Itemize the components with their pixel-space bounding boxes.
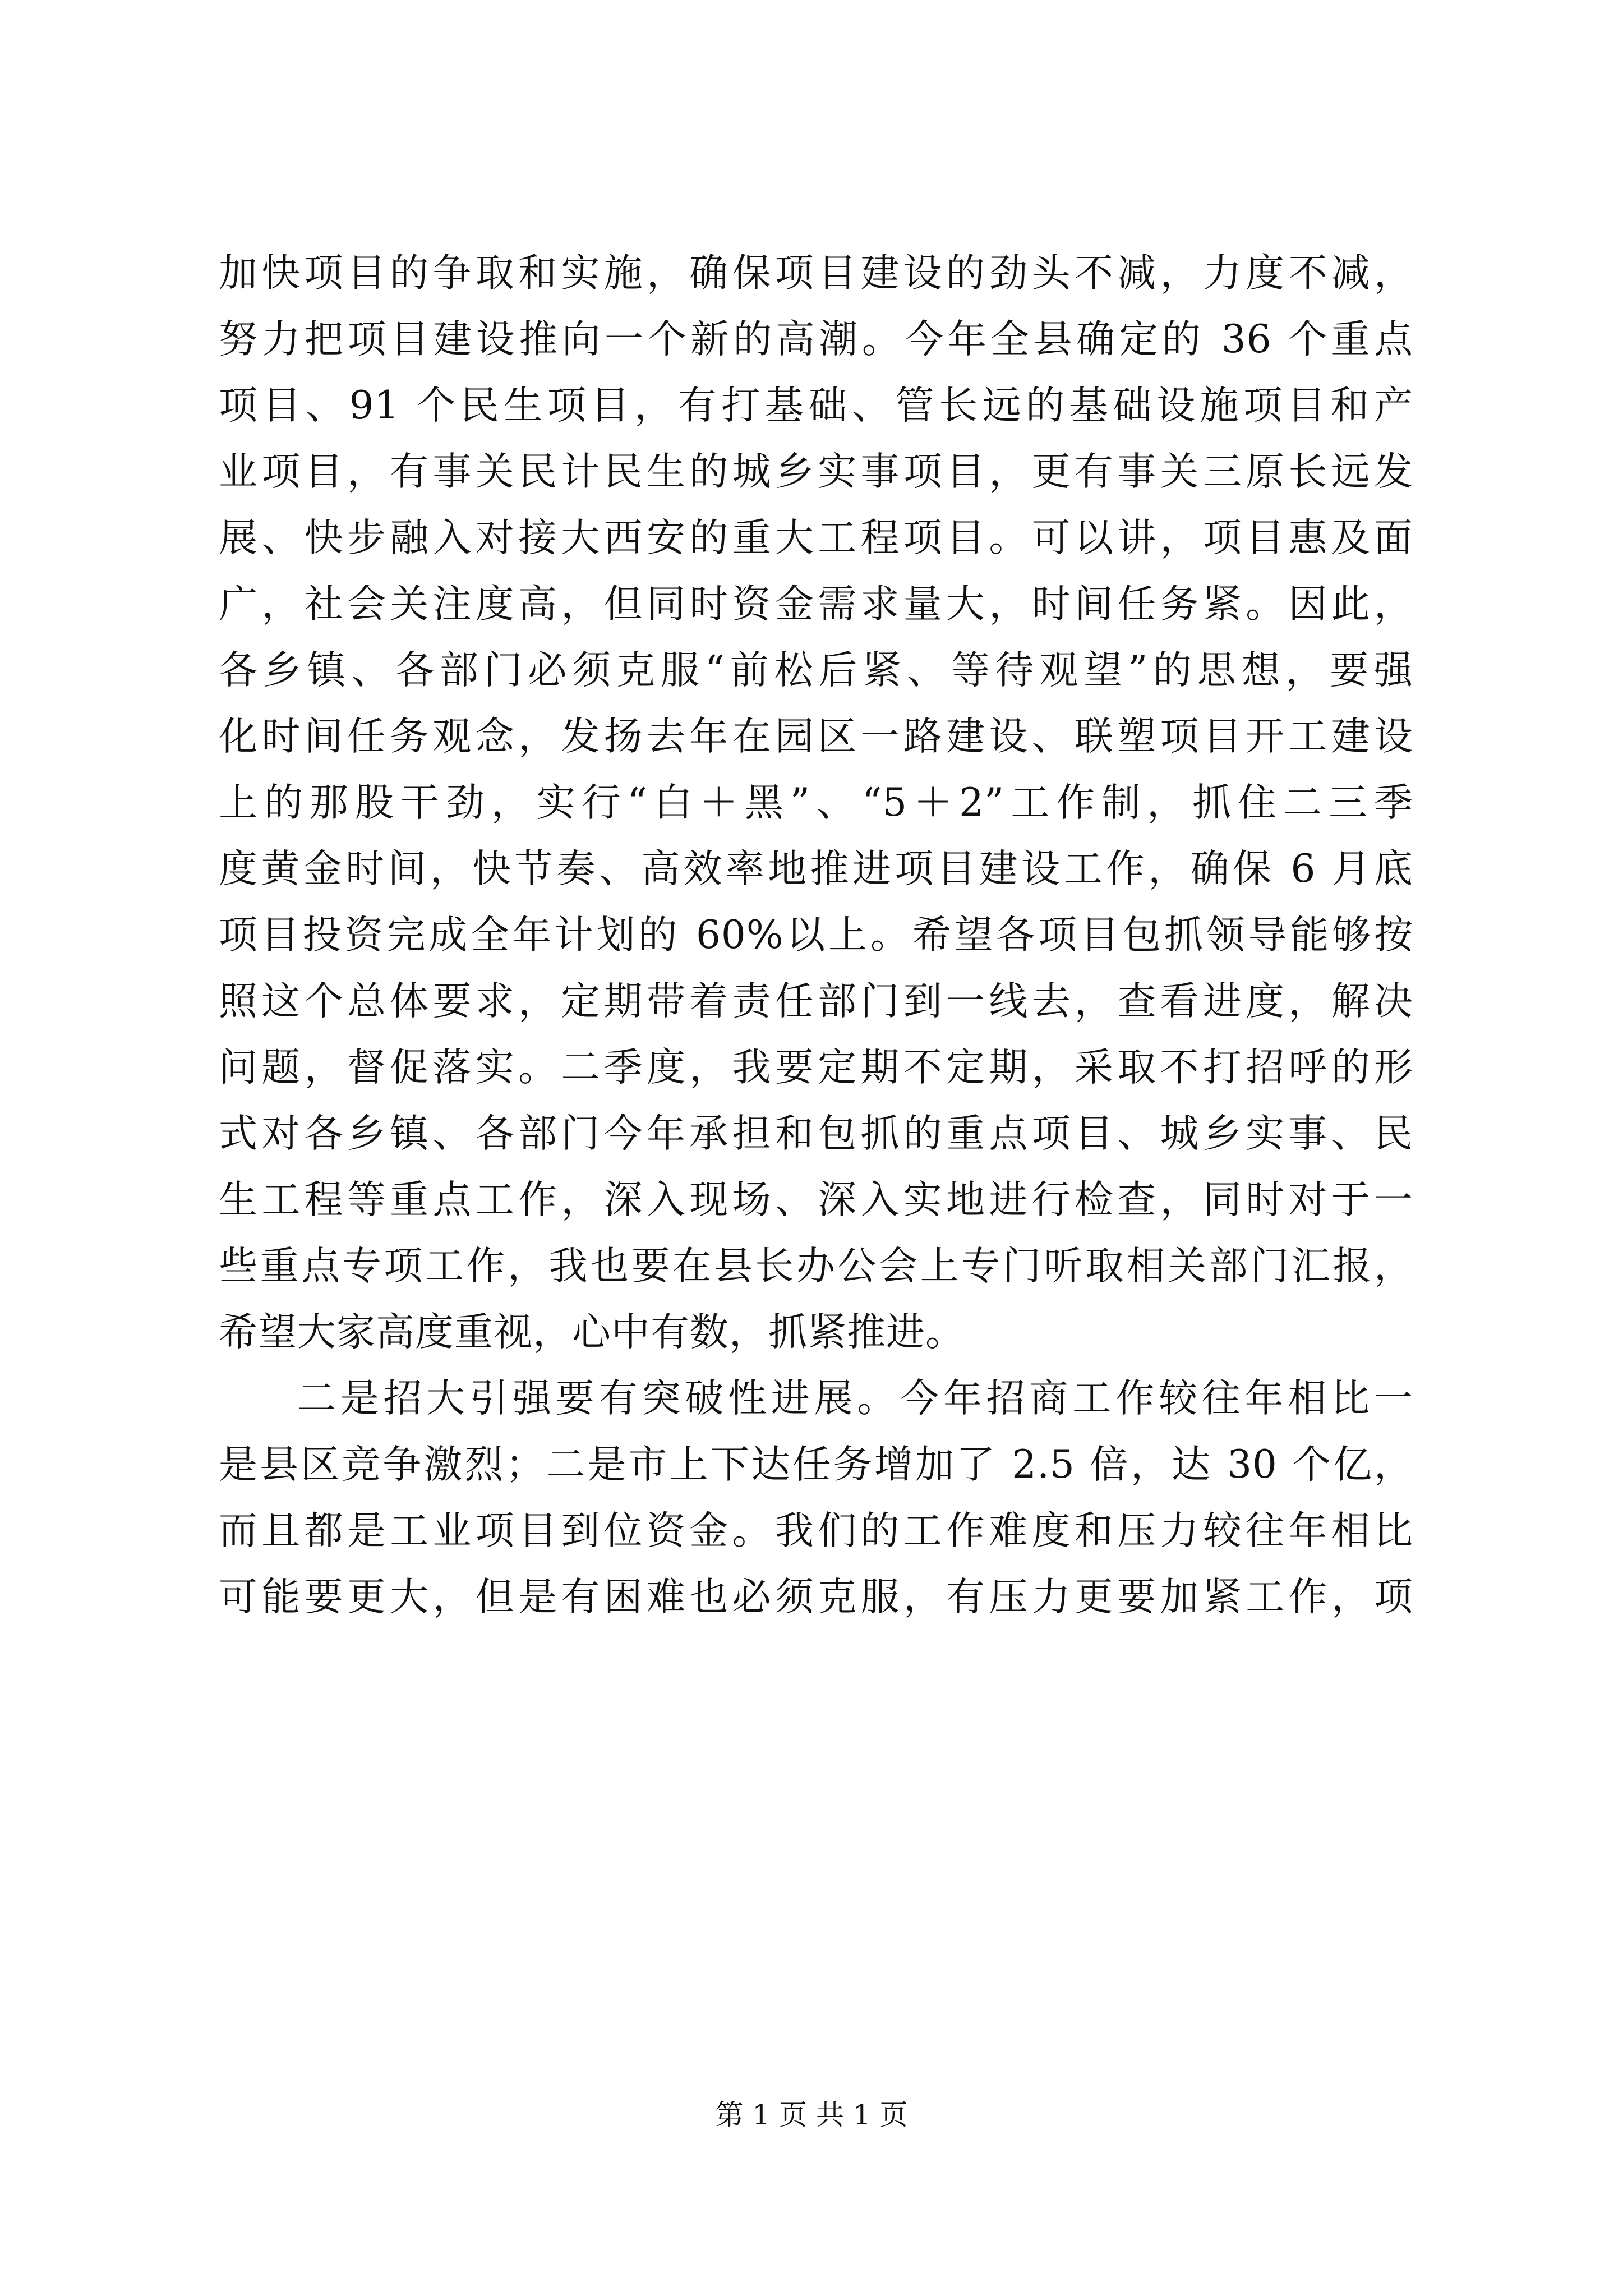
- text-line: 生工程等重点工作，深入现场、深入实地进行检查，同时对于一: [219, 1177, 1413, 1222]
- page-footer: [0, 2098, 1623, 2132]
- text-line: 业项目，有事关民计民生的城乡实事项目，更有事关三原长远发: [219, 449, 1413, 494]
- text-line: 项目投资完成全年计划的 60%以上。希望各项目包抓领导能够按: [219, 913, 1413, 958]
- text-line: 展、快步融入对接大西安的重大工程项目。可以讲，项目惠及面: [219, 516, 1413, 560]
- text-line: 化时间任务观念，发扬去年在园区一路建设、联塑项目开工建设: [219, 714, 1413, 759]
- page-number-label: 第 1 页 共 1 页: [715, 2099, 908, 2131]
- text-line: 照这个总体要求，定期带着责任部门到一线去，查看进度，解决: [219, 979, 1413, 1024]
- text-line: 项目、91 个民生项目，有打基础、管长远的基础设施项目和产: [219, 383, 1413, 428]
- body-text: [219, 240, 1413, 1630]
- text-line: 而且都是工业项目到位资金。我们的工作难度和压力较往年相比: [219, 1508, 1413, 1553]
- text-line: 努力把项目建设推向一个新的高潮。今年全县确定的 36 个重点: [219, 317, 1413, 362]
- text-line: 可能要更大，但是有困难也必须克服，有压力更要加紧工作，项: [219, 1575, 1413, 1619]
- text-line: 式对各乡镇、各部门今年承担和包抓的重点项目、城乡实事、民: [219, 1111, 1413, 1156]
- text-line: 是县区竞争激烈；二是市上下达任务增加了 2.5 倍，达 30 个亿，: [219, 1442, 1413, 1487]
- text-line: 问题，督促落实。二季度，我要定期不定期，采取不打招呼的形: [219, 1045, 1413, 1090]
- text-line: 加快项目的争取和实施，确保项目建设的劲头不减，力度不减，: [219, 251, 1413, 296]
- text-line-paragraph-start: 二是招大引强要有突破性进展。今年招商工作较往年相比一: [297, 1376, 1413, 1421]
- text-line: 度黄金时间，快节奏、高效率地推进项目建设工作，确保 6 月底: [219, 846, 1413, 891]
- text-line-paragraph-end: 希望大家高度重视，心中有数，抓紧推进。: [219, 1310, 965, 1355]
- text-line: 些重点专项工作，我也要在县长办公会上专门听取相关部门汇报，: [219, 1244, 1413, 1289]
- text-line: 上的那股干劲，实行“白＋黑”、“5＋2”工作制，抓住二三季: [219, 780, 1413, 825]
- text-line: 广，社会关注度高，但同时资金需求量大，时间任务紧。因此，: [219, 582, 1413, 627]
- text-line: 各乡镇、各部门必须克服“前松后紧、等待观望”的思想，要强: [219, 648, 1413, 693]
